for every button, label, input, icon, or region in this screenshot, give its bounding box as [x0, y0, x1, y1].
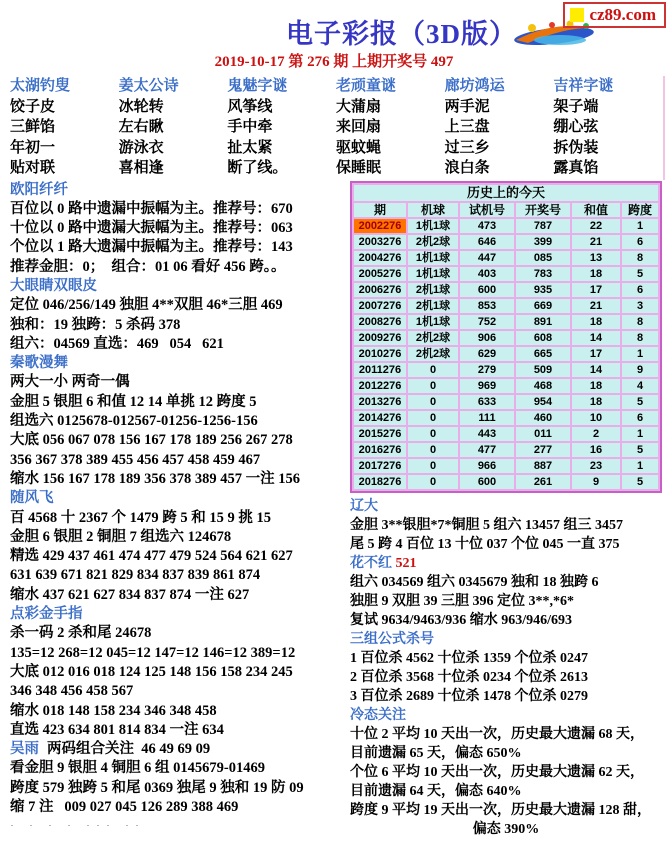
section-line: 缩水 018 148 158 234 346 348 458: [10, 702, 217, 719]
cell-winning-number: 509: [516, 363, 570, 377]
section-line: 十位以 0 路中遗漏大振幅为主。推荐号：063: [10, 220, 293, 237]
section-line: 精选 429 437 461 474 477 479 524 564 621 627: [10, 548, 293, 565]
site-logo-icon: [570, 8, 584, 22]
page-header: [0, 0, 668, 52]
cell-span: 8: [622, 251, 658, 265]
cell-test-number: 646: [460, 235, 514, 249]
section-line: 3 百位杀 2689 十位杀 1478 个位杀 0279: [350, 688, 588, 704]
riddle-col-jixiang: [553, 76, 662, 179]
cell-sum: 17: [572, 347, 620, 361]
section-line: 大底 056 067 078 156 167 178 189 256 267 278: [10, 432, 293, 449]
table-row: [354, 251, 658, 265]
section-sanzugongshi: [350, 630, 662, 706]
riddle-title: 姜太公诗: [118, 78, 179, 94]
table-row: [354, 267, 658, 281]
section-line: 金胆 5 银胆 6 和值 12 14 单挑 12 跨度 5: [10, 393, 257, 410]
riddle-grid: [0, 74, 668, 179]
riddle-line: 浪白条: [444, 160, 490, 176]
section-line: 目前遗漏 64 天，偏态 640%: [350, 783, 522, 799]
riddle-line: 来回扇: [335, 119, 381, 135]
cell-test-number: 473: [460, 219, 514, 233]
cell-period: 2008276: [354, 315, 406, 329]
section-liaoda: [350, 497, 662, 554]
cell-span: 1: [622, 459, 658, 473]
cell-winning-number: 085: [516, 251, 570, 265]
left-column: [10, 181, 344, 839]
section-line: 百位以 0 路中遗漏中振幅为主。推荐号：670: [10, 200, 293, 217]
cell-sum: 23: [572, 459, 620, 473]
cell-test-number: 966: [460, 459, 514, 473]
section-line: 组六：04569 直选：469 054 621: [10, 335, 224, 352]
section-line: 金胆 3**银胆*7*铜胆 5 组六 13457 组三 3457: [350, 517, 623, 533]
cell-test-number: 969: [460, 379, 514, 393]
section-line: 跨度 579 独跨 5 和尾 0369 独尾 9 独和 19 防 09: [10, 779, 304, 796]
cell-winning-number: 277: [516, 443, 570, 457]
cell-test-number: 600: [460, 283, 514, 297]
section-title: 大眼睛双眼皮: [10, 277, 97, 294]
section-line: 缩水 156 167 178 189 356 378 389 457 一注 156: [10, 470, 300, 487]
riddle-title: 廊坊鸿运: [444, 78, 505, 94]
section-line: 缩 7 注 009 027 045 126 289 388 469: [10, 799, 239, 815]
issue-date-line: 2019-10-17 第 276 期 上期开奖号 497: [214, 54, 454, 70]
column-header: 开奖号: [516, 203, 570, 217]
section-line: 组六 034569 组六 0345679 独和 18 独跨 6: [350, 574, 599, 590]
main-content: [0, 179, 668, 839]
section-line: 两码组合关注 46 49 69 09: [47, 741, 211, 758]
cell-test-number: 600: [460, 475, 514, 489]
section-line: 个位 6 平均 10 天出一次，历史最大遗漏 62 天，: [350, 764, 644, 780]
cell-machine: 0: [408, 379, 458, 393]
cell-period: 2013276: [354, 395, 406, 409]
cell-test-number: 853: [460, 299, 514, 313]
section-inline-row: [10, 740, 344, 759]
section-suifengfei: [10, 489, 344, 605]
section-title: 秦歌漫舞: [10, 355, 68, 372]
riddle-line: 拆伪装: [553, 139, 599, 156]
column-header: 期: [354, 203, 406, 217]
right-sections: [350, 497, 662, 839]
cell-winning-number: 399: [516, 235, 570, 249]
cell-machine: 0: [408, 459, 458, 473]
section-title: 吴雨: [10, 741, 39, 758]
cell-span: 1: [622, 427, 658, 441]
section-huabuhong: [350, 554, 662, 630]
cell-winning-number: 783: [516, 267, 570, 281]
cell-machine: 2机1球: [408, 299, 458, 313]
section-line: 推荐金胆：0； 组合：01 06 看好 456 跨。。: [10, 258, 286, 275]
riddle-line: 露真馅: [553, 160, 599, 176]
cell-period: 2012276: [354, 379, 406, 393]
cell-sum: 18: [572, 379, 620, 393]
cell-sum: 21: [572, 299, 620, 313]
section-lengtaiguanzhu: [350, 706, 662, 839]
riddle-line: 年初一: [10, 139, 56, 156]
section-line: 缩水 437 621 627 834 837 874 一注 627: [10, 586, 250, 603]
riddle-line: 三鲜馅: [10, 119, 56, 135]
cell-span: 8: [622, 315, 658, 329]
riddle-line: 左右瞅: [118, 119, 164, 135]
riddle-title: 吉祥字谜: [553, 78, 614, 94]
column-header: 试机号: [460, 203, 514, 217]
history-table-body: [354, 219, 658, 489]
cell-span: 6: [622, 411, 658, 425]
right-column: [350, 181, 662, 839]
riddle-line: 贴对联: [10, 160, 56, 176]
cell-test-number: 279: [460, 363, 514, 377]
history-table-title: 历史上的今天: [354, 185, 658, 201]
riddle-line: 饺子皮: [10, 98, 56, 115]
cell-machine: 1机1球: [408, 219, 458, 233]
riddle-col-guimei: [227, 76, 336, 179]
riddle-title: 鬼魅字谜: [227, 78, 288, 94]
section-line: 百 4568 十 2367 个 1479 跨 5 和 15 9 挑 15: [10, 509, 271, 526]
cell-test-number: 403: [460, 267, 514, 281]
cell-span: 6: [622, 235, 658, 249]
cell-span: 1: [622, 347, 658, 361]
cell-span: 8: [622, 331, 658, 345]
section-line: 2 百位杀 3568 十位杀 0234 个位杀 2613: [350, 669, 588, 685]
cell-test-number: 906: [460, 331, 514, 345]
table-row: [354, 395, 658, 409]
table-row: [354, 411, 658, 425]
table-row: [354, 379, 658, 393]
table-row: [354, 347, 658, 361]
cell-winning-number: 787: [516, 219, 570, 233]
riddle-line: 游泳衣: [118, 139, 164, 156]
cell-winning-number: 887: [516, 459, 570, 473]
table-row: [354, 475, 658, 489]
section-dayanjing: [10, 277, 344, 354]
cell-span: 3: [622, 299, 658, 313]
riddle-col-taihu: [10, 76, 119, 179]
section-line: 复试 9634/9463/936 缩水 963/946/693: [350, 612, 573, 628]
cell-span: 4: [622, 379, 658, 393]
riddle-line: 两手泥: [444, 98, 490, 115]
cell-winning-number: 935: [516, 283, 570, 297]
cell-sum: 14: [572, 331, 620, 345]
cell-period: 2017276: [354, 459, 406, 473]
section-title: 欧阳纤纤: [10, 181, 68, 198]
cell-period: 2002276: [354, 219, 406, 233]
cell-period: 2016276: [354, 443, 406, 457]
cell-period: 2005276: [354, 267, 406, 281]
cell-sum: 13: [572, 251, 620, 265]
section-title: 辽大: [350, 498, 378, 514]
cell-machine: 0: [408, 427, 458, 441]
section-title: 点彩金手指: [10, 606, 83, 623]
cell-sum: 2: [572, 427, 620, 441]
section-line: 独和：19 独跨：5 杀码 378: [10, 316, 181, 333]
cell-span: 5: [622, 267, 658, 281]
cell-machine: 2机2球: [408, 347, 458, 361]
section-title-number: 521: [392, 555, 417, 571]
riddle-line: 扯太紧: [227, 139, 273, 156]
cell-sum: 18: [572, 395, 620, 409]
riddle-line: 架子端: [553, 98, 599, 115]
section-line: 直选 423 634 801 814 834 一注 634: [10, 721, 224, 738]
cell-period: 2015276: [354, 427, 406, 441]
riddle-line: 冰轮转: [118, 98, 164, 115]
cell-machine: 0: [408, 363, 458, 377]
table-row: [354, 443, 658, 457]
cell-span: 5: [622, 475, 658, 489]
section-title: 三组公式杀号: [350, 631, 434, 647]
section-diancaijinshouzhi: [10, 605, 344, 740]
section-line: 看金胆 9 银胆 4 铜胆 6 组 0145679-01469: [10, 760, 265, 777]
section-line: 631 639 671 821 829 834 837 839 861 874: [10, 567, 261, 584]
cell-winning-number: 468: [516, 379, 570, 393]
section-title: [350, 554, 662, 573]
section-line: 组选六 0125678-012567-01256-1256-156: [10, 413, 258, 430]
section-line: 两大一小 两奇一偶: [10, 374, 130, 391]
cell-period: 2007276: [354, 299, 406, 313]
cell-machine: 2机2球: [408, 235, 458, 249]
cell-winning-number: 261: [516, 475, 570, 489]
cell-winning-number: 891: [516, 315, 570, 329]
table-row: [354, 219, 658, 233]
cell-test-number: 752: [460, 315, 514, 329]
section-title: 冷态关注: [350, 707, 406, 723]
cell-machine: 0: [408, 443, 458, 457]
page-title: 电子彩报（3D版）: [286, 19, 517, 49]
riddle-line: 手中牵: [227, 119, 273, 135]
riddle-line: 大蒲扇: [335, 98, 381, 115]
riddle-line: 喜相逢: [118, 160, 164, 176]
table-row: [354, 459, 658, 473]
section-wuyu: [10, 740, 344, 817]
riddle-line: 上三盘: [444, 119, 490, 135]
cell-winning-number: 460: [516, 411, 570, 425]
table-row: [354, 427, 658, 441]
cell-sum: 18: [572, 315, 620, 329]
cell-test-number: 447: [460, 251, 514, 265]
cell-period: 2010276: [354, 347, 406, 361]
section-qingemanwu: [10, 354, 344, 489]
table-row: [354, 331, 658, 345]
cell-test-number: 443: [460, 427, 514, 441]
history-table-header-row: [354, 203, 658, 217]
cell-winning-number: 608: [516, 331, 570, 345]
cell-span: 5: [622, 395, 658, 409]
riddle-col-laowantong: [336, 76, 445, 179]
cell-machine: 1机1球: [408, 315, 458, 329]
cell-period: 2018276: [354, 475, 406, 489]
cell-test-number: 111: [460, 411, 514, 425]
site-link[interactable]: [563, 2, 666, 28]
riddle-line: 风筝线: [227, 98, 273, 115]
riddle-line: 断了线。: [227, 160, 288, 176]
section-line: 定位 046/256/149 独胆 4**双胆 46*三胆 469: [10, 297, 283, 314]
cell-period: 2006276: [354, 283, 406, 297]
section-line: 金胆 6 银胆 2 铜胆 7 组选六 124678: [10, 528, 232, 545]
section-title: 随风飞: [10, 490, 54, 507]
cell-machine: 0: [408, 475, 458, 489]
column-header: 跨度: [622, 203, 658, 217]
section-ouyangxianxian: [10, 181, 344, 277]
section-line: 135=12 268=12 045=12 147=12 146=12 389=12: [10, 644, 296, 661]
cell-winning-number: 954: [516, 395, 570, 409]
section-line: 356 367 378 389 455 456 457 458 459 467: [10, 451, 261, 468]
cell-winning-number: 011: [516, 427, 570, 441]
cell-period: 2004276: [354, 251, 406, 265]
cell-period: 2009276: [354, 331, 406, 345]
cell-test-number: 629: [460, 347, 514, 361]
section-line: 独胆 9 双胆 39 三胆 396 定位 3**,*6*: [350, 593, 574, 609]
table-row: [354, 299, 658, 313]
section-line: 十位 2 平均 10 天出一次，历史最大遗漏 68 天，: [350, 726, 644, 742]
cell-sum: 21: [572, 235, 620, 249]
table-row: [354, 283, 658, 297]
cell-span: 1: [622, 219, 658, 233]
history-table: [350, 181, 662, 493]
cell-sum: 10: [572, 411, 620, 425]
site-link-label: cz89.com: [589, 5, 656, 24]
cell-winning-number: 665: [516, 347, 570, 361]
section-line: 目前遗漏 65 天，偏态 650%: [350, 745, 522, 761]
section-line: 跨度 9 平均 19 天出一次，历史最大遗漏 128 甜，: [350, 802, 651, 818]
cell-span: 6: [622, 283, 658, 297]
cell-period: 2014276: [354, 411, 406, 425]
cell-machine: 1机1球: [408, 251, 458, 265]
cell-span: 9: [622, 363, 658, 377]
cell-winning-number: 669: [516, 299, 570, 313]
section-line: 个位以 1 路大遗漏中振幅为主。推荐号：143: [10, 239, 293, 256]
cell-test-number: 477: [460, 443, 514, 457]
table-row: [354, 363, 658, 377]
column-header: 机球: [408, 203, 458, 217]
riddle-line: 绷心弦: [553, 119, 599, 135]
riddle-col-langfang: [445, 76, 554, 179]
cell-machine: 1机1球: [408, 267, 458, 281]
cell-sum: 17: [572, 283, 620, 297]
section-line: 尾 5 跨 4 百位 13 十位 037 个位 045 一直 375: [350, 536, 620, 552]
section-line: 杀一码 2 杀和尾 24678: [10, 625, 152, 642]
riddle-line: 保睡眠: [335, 160, 381, 176]
cell-sum: 14: [572, 363, 620, 377]
cell-period: 2011276: [354, 363, 406, 377]
table-row: [354, 235, 658, 249]
section-line-centered: 偏态 390%: [472, 821, 540, 837]
cell-machine: 0: [408, 411, 458, 425]
cell-machine: 2机1球: [408, 283, 458, 297]
cell-span: 5: [622, 443, 658, 457]
section-line: 1 百位杀 4562 十位杀 1359 个位杀 0247: [350, 650, 588, 666]
cell-machine: 2机2球: [408, 331, 458, 345]
section-line: 346 348 456 458 567: [10, 683, 134, 700]
riddle-col-jiangtaigong: [119, 76, 228, 179]
riddle-line: 驱蚊蝇: [335, 139, 381, 156]
riddle-title: 老顽童谜: [335, 78, 396, 94]
truncated-line: · · · · ··· ··: [10, 819, 146, 827]
section-line: 大底 012 016 018 124 125 148 156 158 234 245: [10, 663, 293, 680]
cell-sum: 16: [572, 443, 620, 457]
cell-sum: 9: [572, 475, 620, 489]
cell-period: 2003276: [354, 235, 406, 249]
cell-sum: 22: [572, 219, 620, 233]
cell-sum: 18: [572, 267, 620, 281]
riddle-title: 太湖钓叟: [10, 78, 71, 94]
cell-machine: 0: [408, 395, 458, 409]
column-header: 和值: [572, 203, 620, 217]
section-title-text: 花不红: [350, 555, 392, 571]
page-edge-line: [663, 76, 665, 180]
riddle-line: 过三乡: [444, 139, 490, 156]
table-row: [354, 315, 658, 329]
cell-test-number: 633: [460, 395, 514, 409]
